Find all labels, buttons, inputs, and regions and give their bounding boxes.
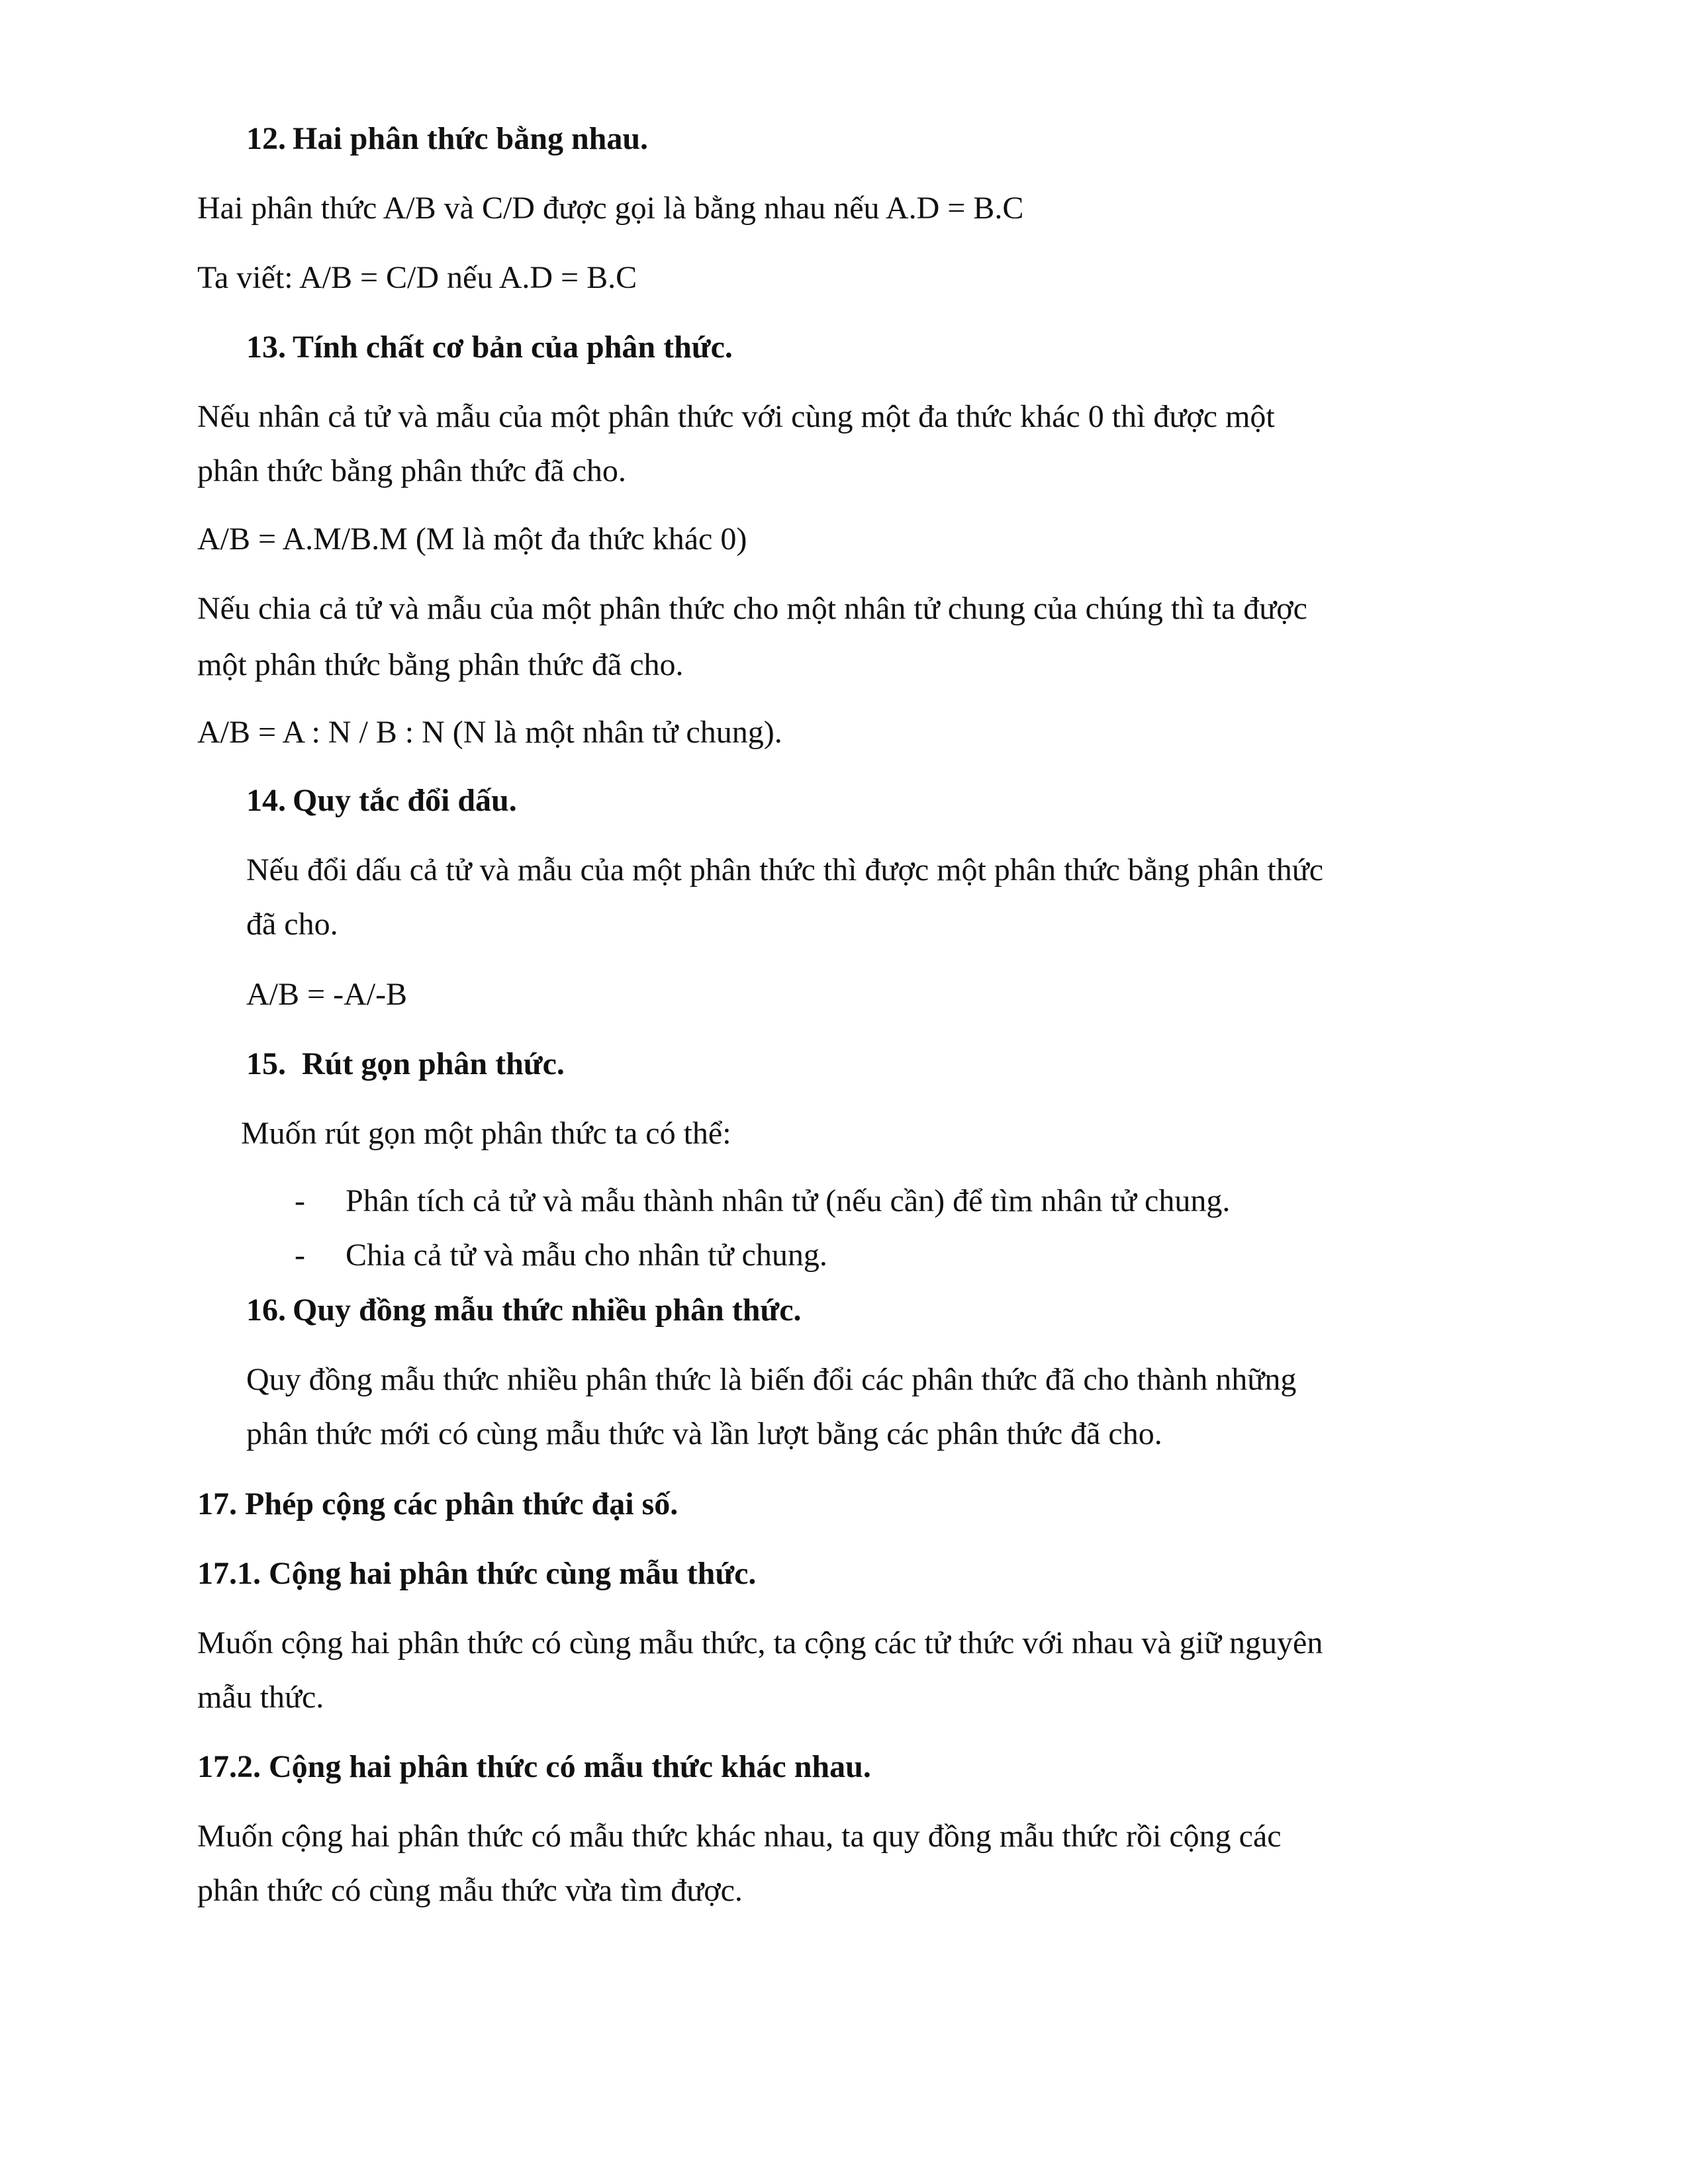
paragraph-line: Muốn cộng hai phân thức có mẫu thức khác nhau, ta quy đồng mẫu thức rồi cộng các: [197, 1819, 1282, 1854]
paragraph-line: mẫu thức.: [197, 1680, 324, 1715]
paragraph-line: Muốn cộng hai phân thức có cùng mẫu thức, ta cộng các tử thức với nhau và giữ nguyên: [197, 1625, 1323, 1661]
formula-line: A/B = A : N / B : N (N là một nhân tử chung).: [197, 715, 782, 750]
formula-line: A/B = A.M/B.M (M là một đa thức khác 0): [197, 522, 747, 557]
paragraph-line: Hai phân thức A/B và C/D được gọi là bằng nhau nếu A.D = B.C: [197, 191, 1024, 226]
paragraph-line: Nếu chia cả tử và mẫu của một phân thức cho một nhân tử chung của chúng thì ta được: [197, 591, 1307, 626]
paragraph-line: phân thức bằng phân thức đã cho.: [197, 453, 626, 488]
paragraph-line: Ta viết: A/B = C/D nếu A.D = B.C: [197, 260, 637, 295]
section-13-title: Tính chất cơ bản của phân thức.: [293, 330, 733, 365]
section-14-title: Quy tắc đổi dấu.: [293, 783, 517, 818]
section-15-title: Rút gọn phân thức.: [302, 1046, 565, 1081]
section-12-number: 12.: [246, 121, 286, 156]
section-16-title: Quy đồng mẫu thức nhiều phân thức.: [293, 1293, 802, 1328]
paragraph-line: phân thức có cùng mẫu thức vừa tìm được.: [197, 1873, 743, 1908]
paragraph-line: Nếu đổi dấu cả tử và mẫu của một phân thức thì được một phân thức bằng phân thức: [246, 852, 1324, 887]
bullet-marker: -: [295, 1238, 305, 1273]
section-17-2-heading: 17.2. Cộng hai phân thức có mẫu thức khác nhau.: [197, 1749, 871, 1784]
section-17-1-heading: 17.1. Cộng hai phân thức cùng mẫu thức.: [197, 1556, 757, 1591]
paragraph-line: Muốn rút gọn một phân thức ta có thể:: [241, 1116, 731, 1151]
bullet-text: Chia cả tử và mẫu cho nhân tử chung.: [346, 1238, 827, 1273]
section-12-heading: [246, 119, 648, 159]
section-16-heading: [246, 1291, 802, 1330]
paragraph-line: một phân thức bằng phân thức đã cho.: [197, 647, 684, 682]
bullet-text: Phân tích cả tử và mẫu thành nhân tử (nếu cần) để tìm nhân tử chung.: [346, 1183, 1231, 1218]
section-13-heading: [246, 328, 733, 367]
bullet-marker: -: [295, 1183, 305, 1218]
section-14-number: 14.: [246, 783, 286, 818]
section-13-number: 13.: [246, 330, 286, 365]
section-15-number: 15.: [246, 1046, 286, 1081]
paragraph-line: phân thức mới có cùng mẫu thức và lần lượt bằng các phân thức đã cho.: [246, 1416, 1162, 1451]
paragraph-line: đã cho.: [246, 907, 338, 942]
section-17-heading: 17. Phép cộng các phân thức đại số.: [197, 1486, 679, 1522]
section-14-heading: [246, 781, 517, 821]
section-16-number: 16.: [246, 1293, 286, 1328]
paragraph-line: Quy đồng mẫu thức nhiều phân thức là biến đổi các phân thức đã cho thành những: [246, 1362, 1297, 1397]
paragraph-line: Nếu nhân cả tử và mẫu của một phân thức với cùng một đa thức khác 0 thì được một: [197, 399, 1275, 434]
formula-line: A/B = -A/-B: [246, 977, 408, 1012]
section-15-heading: [246, 1044, 565, 1084]
section-12-title: Hai phân thức bằng nhau.: [293, 121, 649, 156]
